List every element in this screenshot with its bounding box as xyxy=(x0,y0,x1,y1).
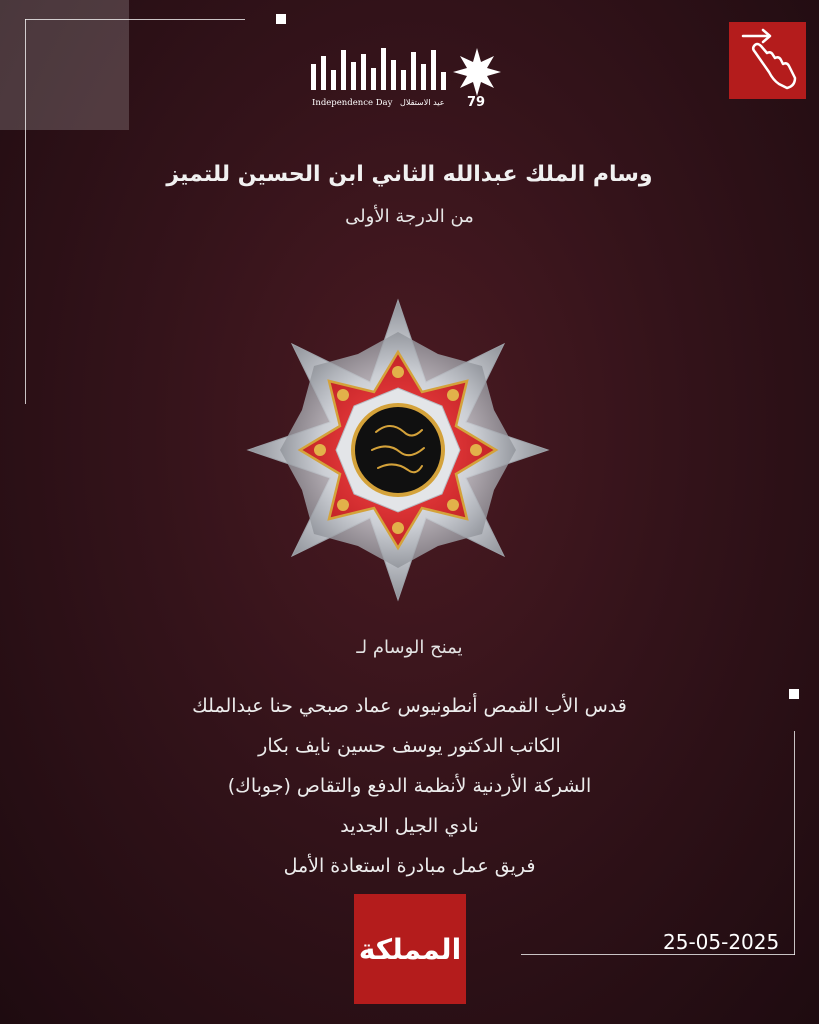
list-item: نادي الجيل الجديد xyxy=(340,815,479,837)
logo-caption-en: Independence Day xyxy=(312,98,393,108)
medal-image xyxy=(233,290,563,610)
award-subtitle: من الدرجة الأولى xyxy=(345,206,474,227)
swipe-hand-icon xyxy=(729,22,806,99)
frame-square-top xyxy=(276,14,286,24)
grant-label: يمنح الوسام لـ xyxy=(356,637,463,658)
logo-caption-ar: عيد الاستقلال xyxy=(400,98,445,107)
brand-name: المملكة xyxy=(358,932,462,966)
list-item: الشركة الأردنية لأنظمة الدفع والتقاص (جوباك) xyxy=(227,775,592,797)
list-item: قدس الأب القمص أنطونيوس عماد صبحي حنا عبدالملك xyxy=(192,695,627,717)
list-item: الكاتب الدكتور يوسف حسين نايف بكار xyxy=(258,735,561,757)
logo-number: 79 xyxy=(467,95,486,110)
recipients-list xyxy=(0,686,819,886)
award-title: وسام الملك عبدالله الثاني ابن الحسين للتميز xyxy=(166,162,653,187)
swipe-hint-button[interactable] xyxy=(729,22,806,99)
post-date: 25-05-2025 xyxy=(663,930,780,954)
frame-line-top xyxy=(25,19,245,20)
list-item: فريق عمل مبادرة استعادة الأمل xyxy=(283,855,536,877)
frame-line-bottom xyxy=(521,954,795,955)
brand-logo xyxy=(354,894,466,1004)
